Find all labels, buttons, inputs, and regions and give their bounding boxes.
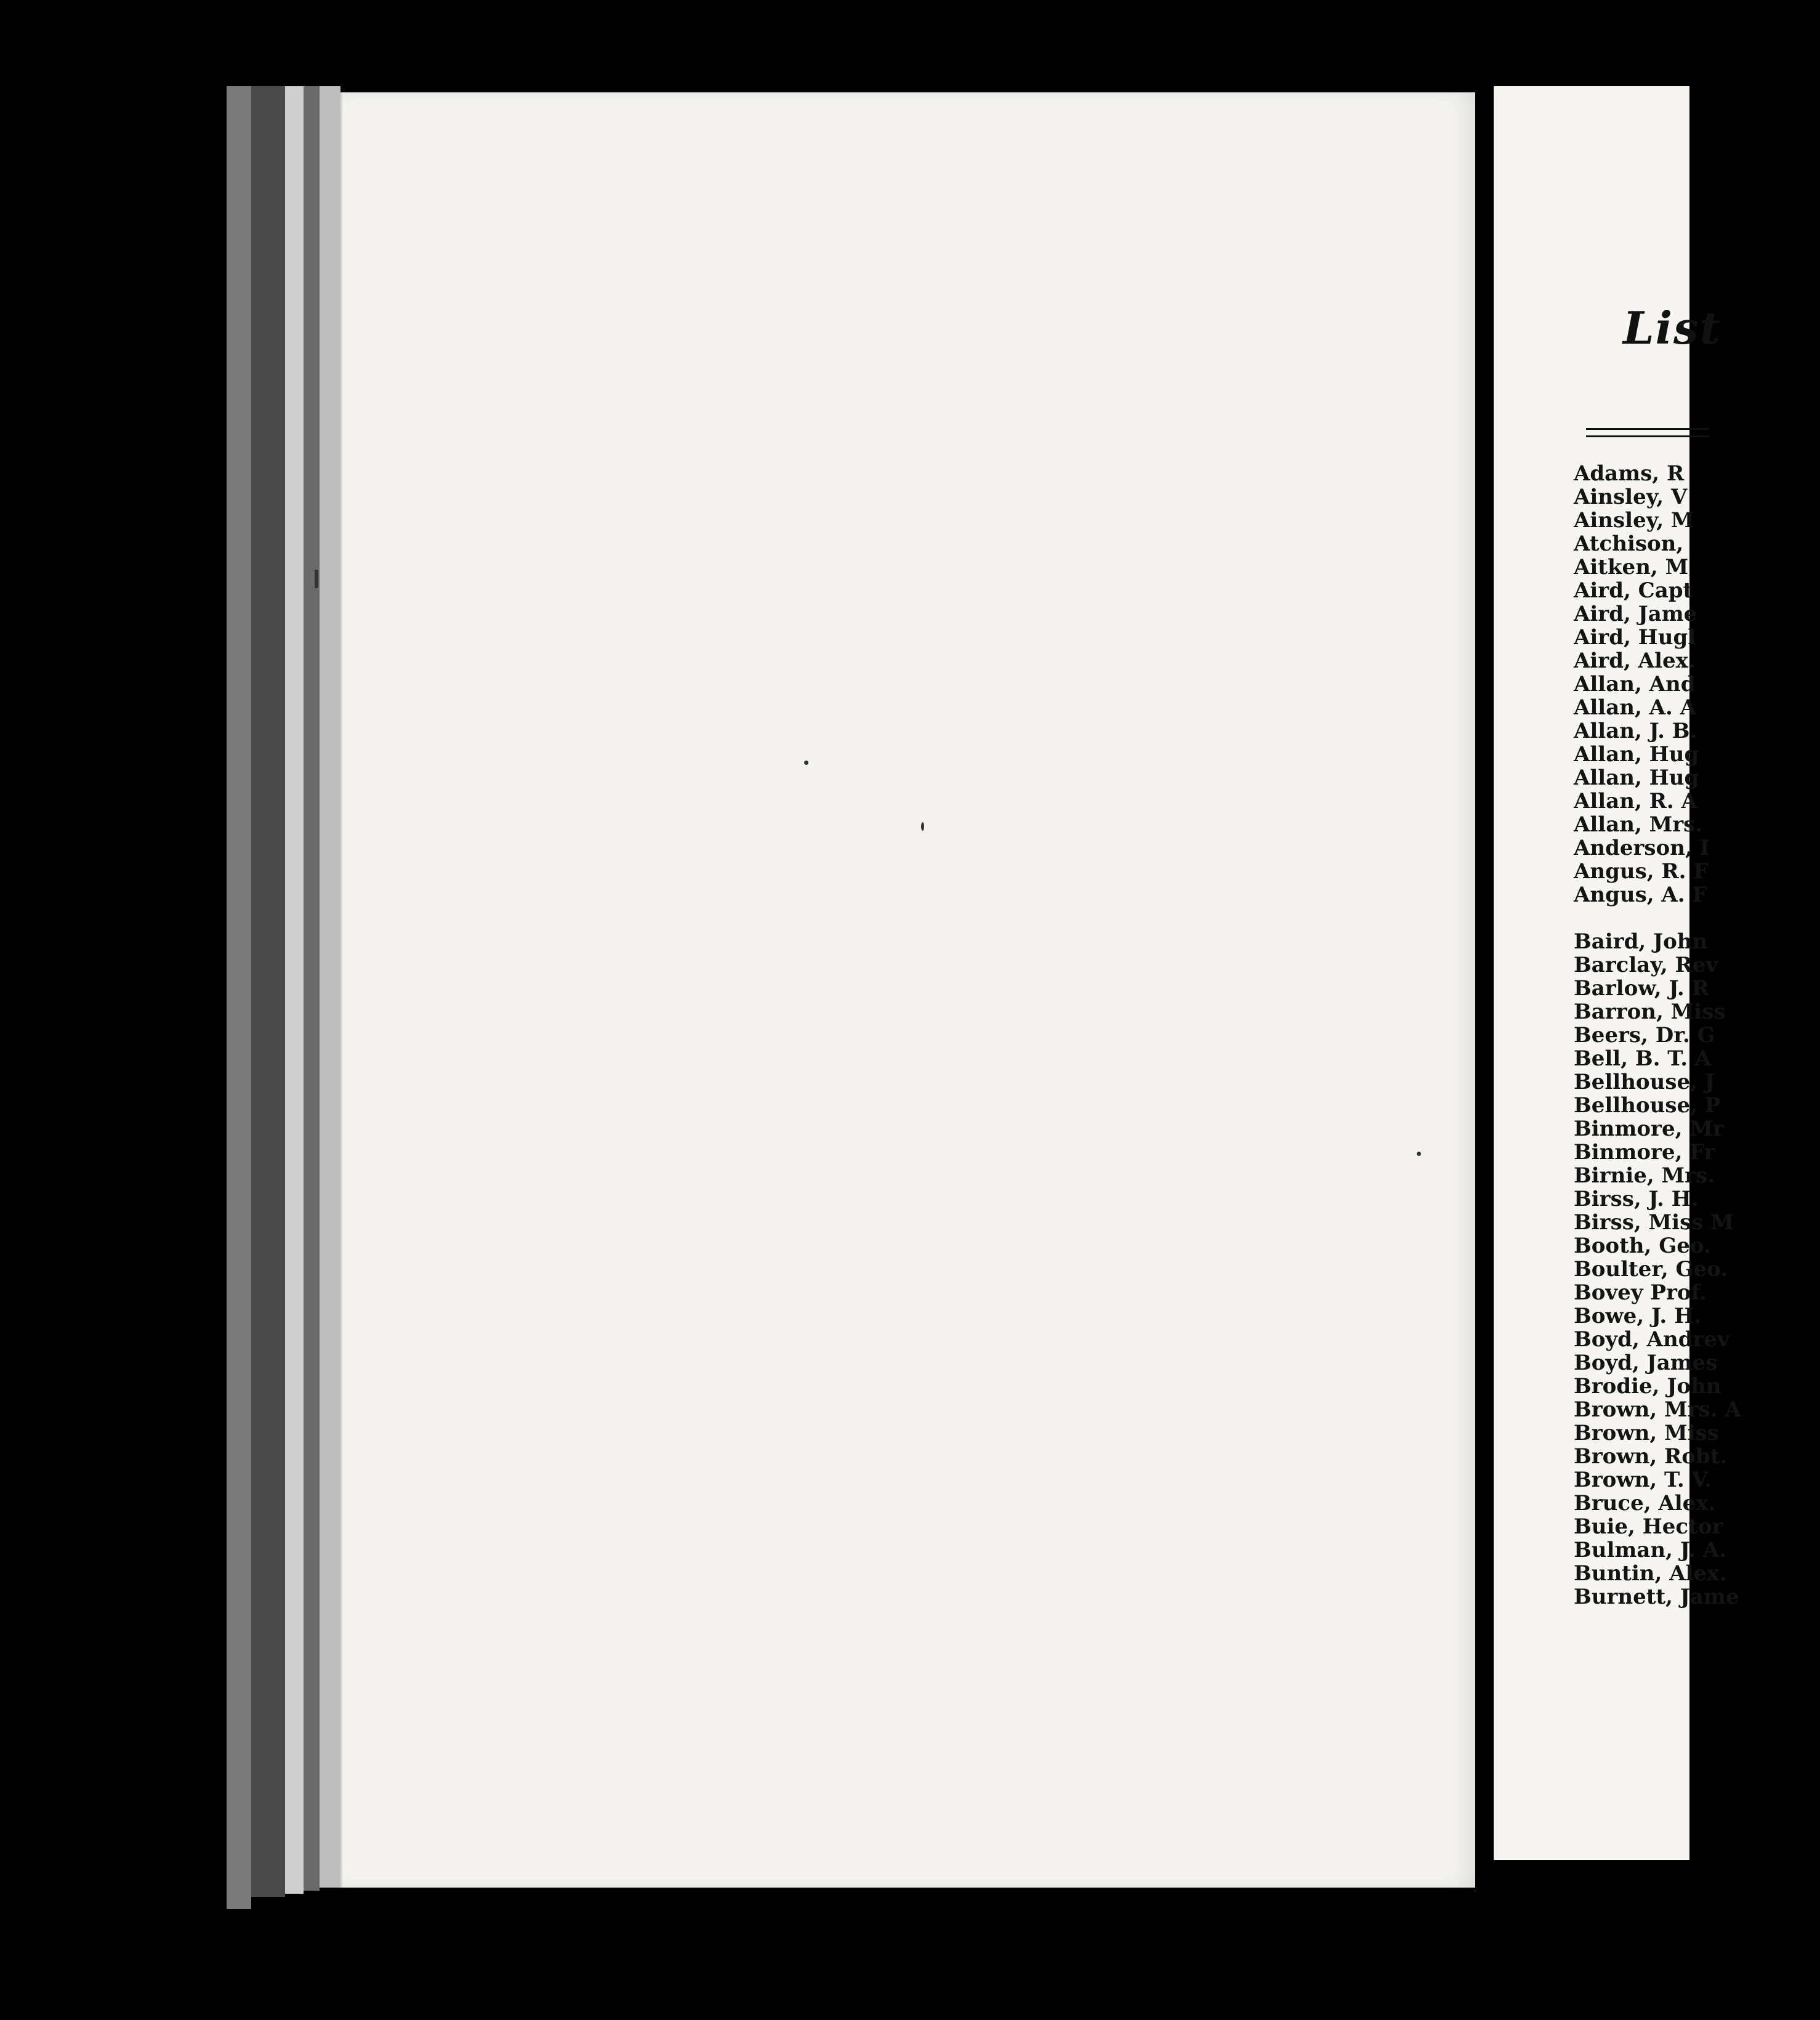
- name-list: [1574, 462, 1820, 1609]
- list-item: Bowe, J. H.: [1574, 1304, 1702, 1328]
- list-item: Bulman, J. A.: [1574, 1538, 1727, 1562]
- list-item: Barclay, Rev: [1574, 953, 1718, 977]
- page-edge: [251, 86, 285, 1897]
- list-item: Brown, Robt.: [1574, 1444, 1728, 1469]
- list-item: Buntin, Alex.: [1574, 1561, 1727, 1586]
- list-item: Birnie, Mrs.: [1574, 1163, 1715, 1188]
- list-item: Bovey Prof.: [1574, 1280, 1707, 1305]
- list-item: Beers, Dr. G: [1574, 1023, 1715, 1048]
- list-item: Aitken, M: [1574, 555, 1689, 580]
- list-item: Allan, R. A: [1574, 789, 1697, 814]
- paper-speck: [1417, 1152, 1421, 1156]
- list-item: Allan, And: [1574, 672, 1696, 697]
- list-item: Bell, B. T. A: [1574, 1046, 1712, 1071]
- list-item: Ainsley, V: [1574, 485, 1688, 509]
- right-page-member-list: [1494, 86, 1741, 1860]
- list-item: Boulter, Geo.: [1574, 1257, 1728, 1282]
- list-item: Barron, Miss: [1574, 1000, 1726, 1024]
- list-item: Atchison,: [1574, 531, 1684, 556]
- list-item: Brown, T. V.: [1574, 1468, 1712, 1492]
- list-item: Allan, Hug: [1574, 742, 1699, 767]
- list-item: Boyd, Andrev: [1574, 1327, 1729, 1352]
- list-item: Aird, Hugl: [1574, 625, 1696, 650]
- list-item: Angus, A. F: [1574, 883, 1707, 907]
- list-item: Adams, R: [1574, 461, 1685, 486]
- paper-speck: [315, 570, 318, 588]
- list-gap: [1574, 907, 1820, 930]
- list-item: Bellhouse, P: [1574, 1093, 1721, 1118]
- list-item: Brown, Miss: [1574, 1421, 1719, 1445]
- list-item: Brown, Mrs. A: [1574, 1397, 1741, 1422]
- list-item: Allan, Mrs.: [1574, 812, 1703, 837]
- list-item: Burnett, Jame: [1574, 1585, 1739, 1609]
- paper-speck: [921, 822, 924, 831]
- list-item: Birss, Miss M: [1574, 1210, 1734, 1235]
- list-item: Binmore, Fr: [1574, 1140, 1715, 1165]
- list-item: Bellhouse, J: [1574, 1070, 1715, 1094]
- list-item: Allan, A. A: [1574, 695, 1697, 720]
- list-item: Aird, Alex.: [1574, 648, 1696, 673]
- list-item: Aird, Capt: [1574, 578, 1693, 603]
- page-edge: [227, 86, 251, 1909]
- list-item: Birss, J. H.: [1574, 1187, 1699, 1211]
- heading-rule: [1586, 435, 1709, 437]
- left-blank-page: [340, 92, 1477, 1888]
- list-item: Aird, Jame: [1574, 602, 1697, 626]
- page-edge: [285, 86, 304, 1894]
- list-item: Ainsley, M: [1574, 508, 1694, 533]
- list-item: Anderson, I: [1574, 836, 1710, 860]
- list-item: Baird, John: [1574, 929, 1708, 954]
- list-item: Buie, Hector: [1574, 1514, 1723, 1539]
- list-item: Bruce, Alex.: [1574, 1491, 1716, 1516]
- page-edge: [320, 86, 340, 1888]
- page-heading: List: [1623, 302, 1721, 354]
- page-edge: [304, 86, 320, 1891]
- list-item: Allan, J. B.: [1574, 719, 1697, 743]
- paper-speck: [804, 761, 808, 765]
- list-item: Binmore, Mr: [1574, 1117, 1724, 1141]
- list-item: Barlow, J. R: [1574, 976, 1709, 1001]
- book-gutter: [1475, 80, 1494, 1897]
- heading-rule: [1586, 428, 1709, 430]
- list-item: Angus, R. F: [1574, 859, 1709, 884]
- list-item: Brodie, John: [1574, 1374, 1721, 1399]
- list-item: Booth, Geo.: [1574, 1234, 1711, 1258]
- list-item: Allan, Hug: [1574, 766, 1699, 790]
- list-item: Boyd, James: [1574, 1351, 1718, 1375]
